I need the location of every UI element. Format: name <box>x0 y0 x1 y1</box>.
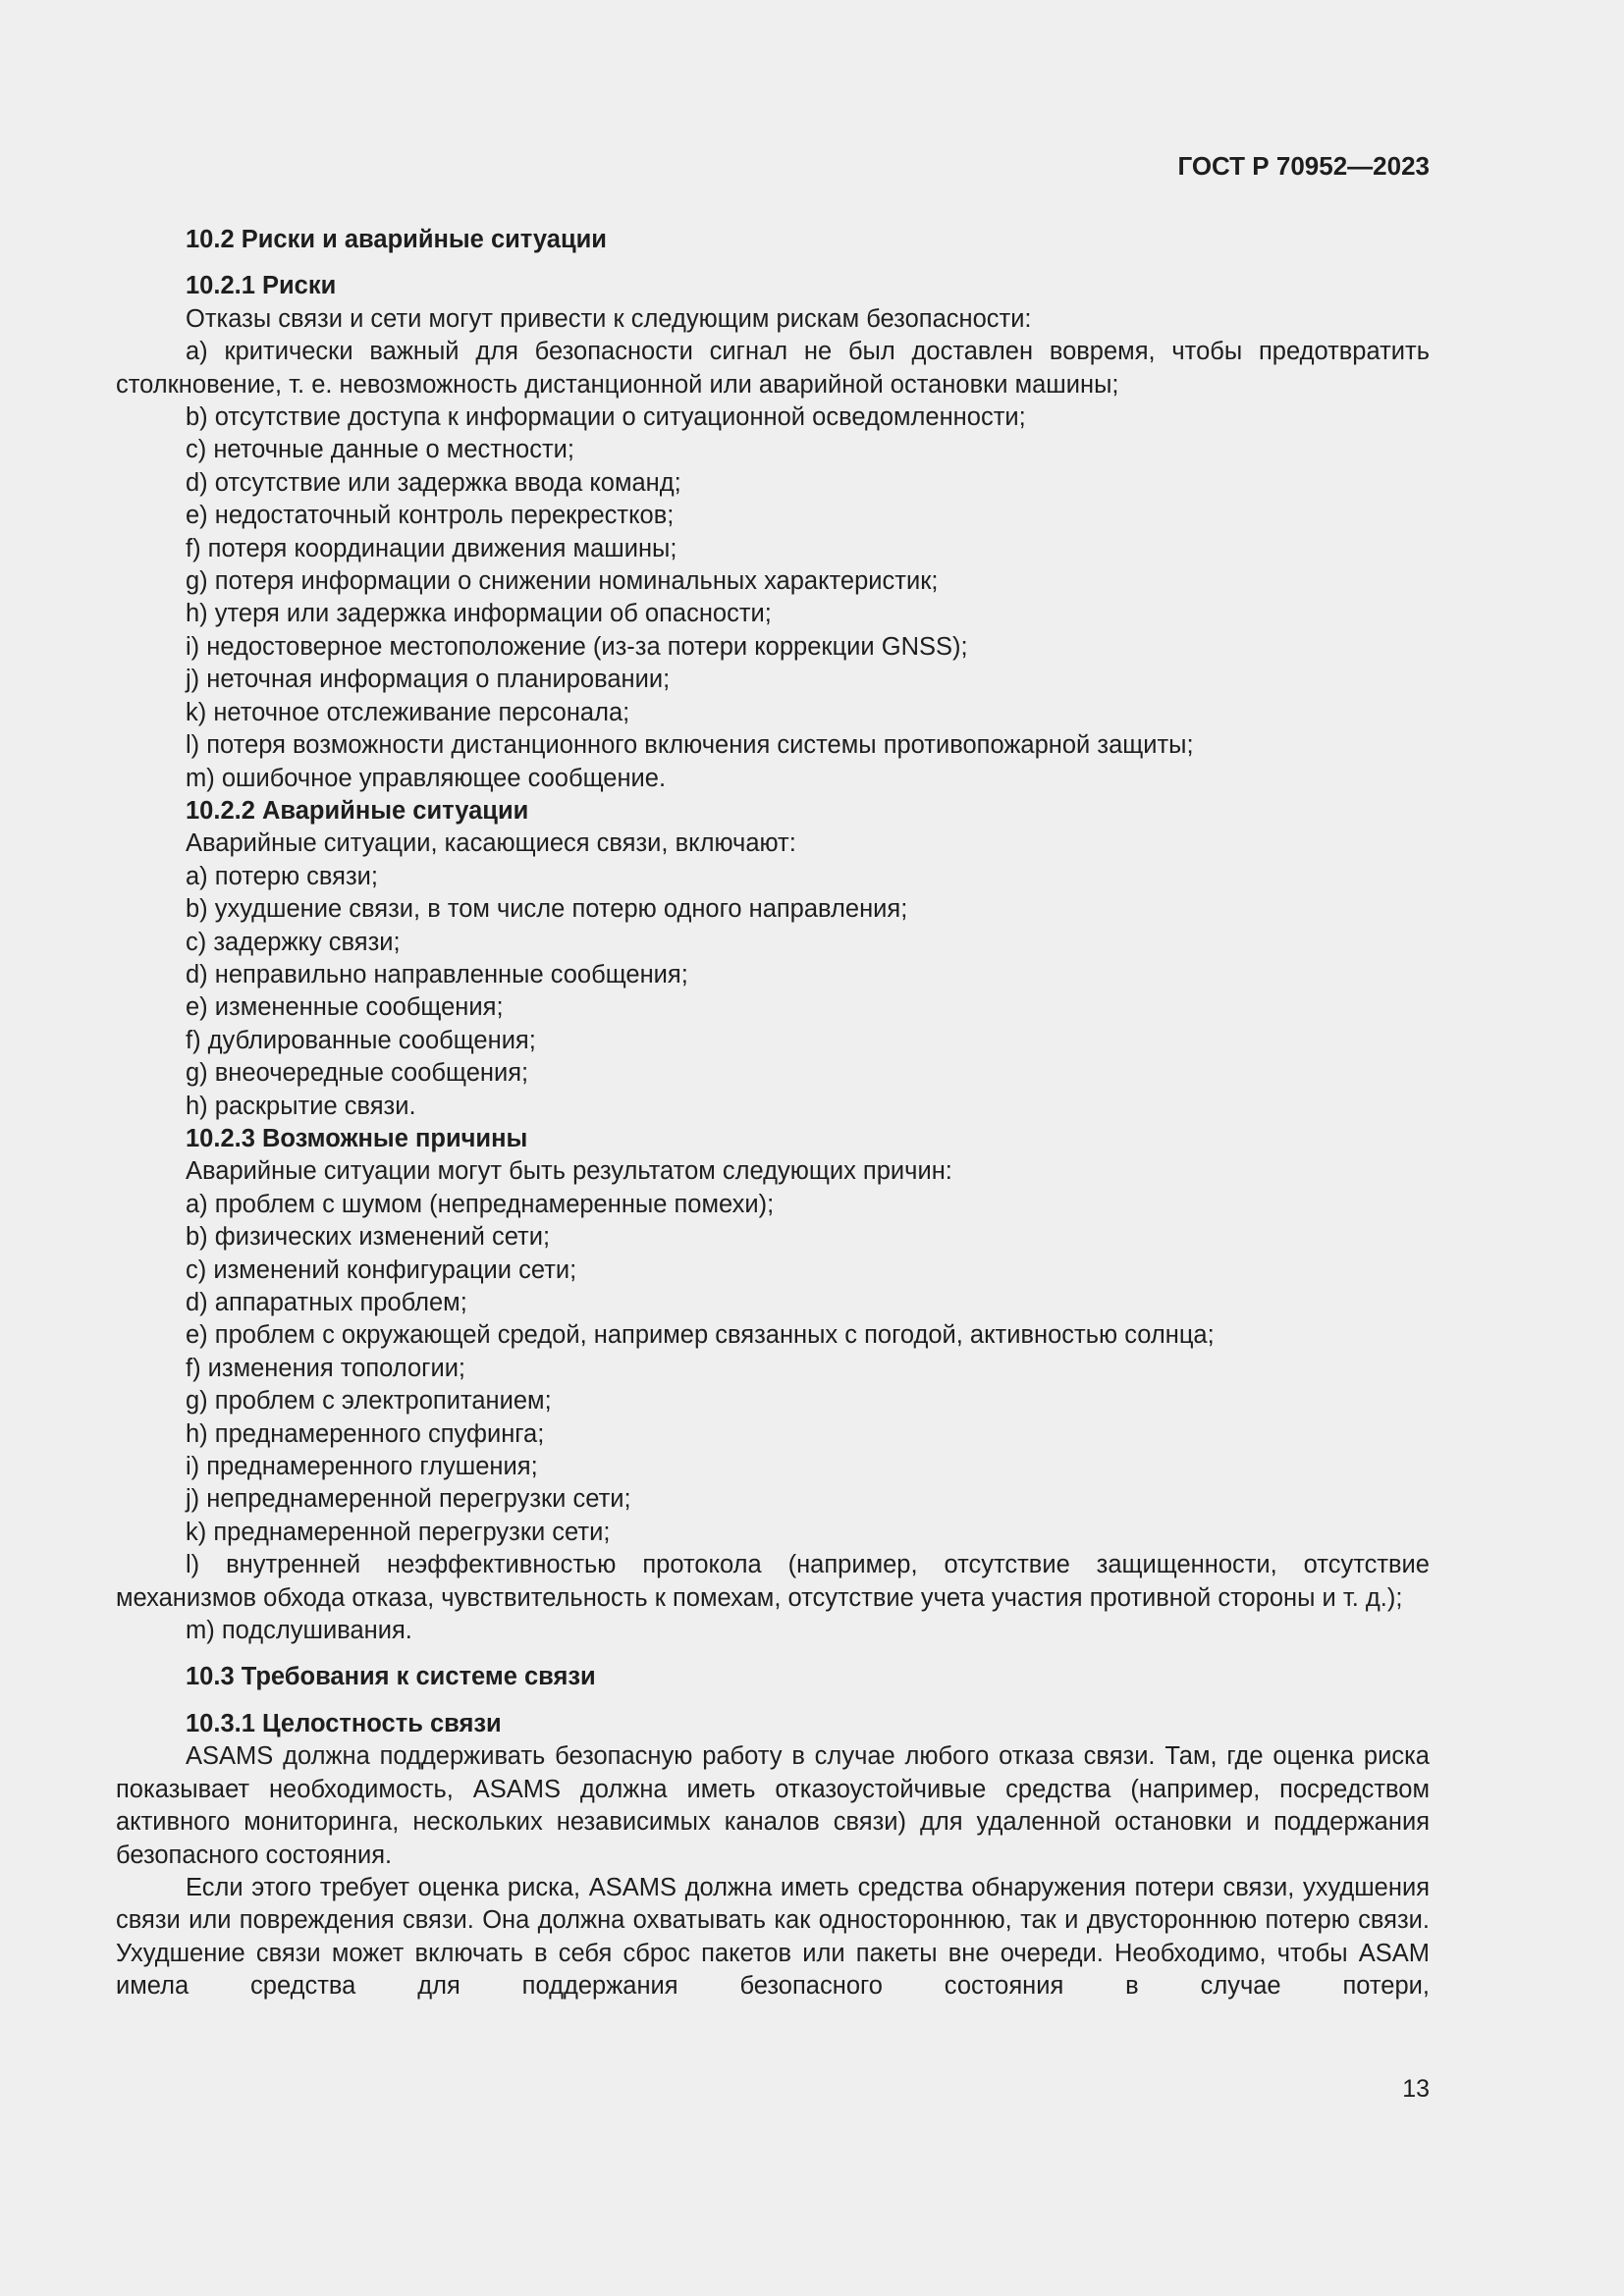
section-10-2-3-title: 10.2.3 Возможные причины <box>186 1124 528 1152</box>
list-item: d) аппаратных проблем; <box>186 1289 467 1316</box>
document-body <box>116 224 1430 2003</box>
list-item: g) внеочередные сообщения; <box>186 1059 529 1088</box>
list-item: b) физических изменений сети; <box>186 1223 551 1252</box>
list-item: a) критически важный для безопасности сигнал не был доставлен вовремя, чтобы предотвратить столкновение, т. е. невозможность дистанционной или аварийной остановки машины; <box>116 338 1430 399</box>
list-item: g) проблем с электропитанием; <box>186 1387 552 1415</box>
causes-list <box>116 1189 1430 1648</box>
section-10-2-1-intro: Отказы связи и сети могут привести к следующим рискам безопасности: <box>186 304 1032 333</box>
list-item: i) недостоверное местоположение (из-за потери коррекции GNSS); <box>186 632 968 661</box>
list-item: a) потерю связи; <box>186 862 378 890</box>
list-item: b) отсутствие доступа к информации о ситуационной осведомленности; <box>186 403 1026 432</box>
list-item: d) отсутствие или задержка ввода команд; <box>186 468 681 497</box>
list-item: j) непреднамеренной перегрузки сети; <box>186 1485 631 1514</box>
section-10-3-1-title: 10.3.1 Целостность связи <box>186 1709 502 1737</box>
risk-list <box>116 336 1430 795</box>
list-item: c) изменений конфигурации сети; <box>186 1255 577 1284</box>
list-item: f) изменения топологии; <box>186 1354 466 1382</box>
list-item: e) измененные сообщения; <box>186 993 504 1022</box>
list-item: j) неточная информация о планировании; <box>186 666 671 694</box>
section-10-2-title: 10.2 Риски и аварийные ситуации <box>186 226 607 253</box>
list-item: k) неточное отслеживание персонала; <box>186 698 630 726</box>
list-item: l) внутренней неэффективностью протокола (например, отсутствие защищенности, отсутствие механизмов обхода отказа, чувствительность к помехам, отсутствие учета участия противной стороны и т. д.); <box>116 1551 1430 1612</box>
section-10-3-title: 10.3 Требования к системе связи <box>186 1663 596 1691</box>
list-item: b) ухудшение связи, в том числе потерю одного направления; <box>186 895 908 924</box>
list-item: g) потеря информации о снижении номинальных характеристик; <box>186 567 939 596</box>
list-item: f) потеря координации движения машины; <box>186 534 677 562</box>
section-10-2-2-title: 10.2.2 Аварийные ситуации <box>186 796 529 825</box>
section-10-2-1-title: 10.2.1 Риски <box>186 272 337 300</box>
list-item: m) подслушивания. <box>186 1617 412 1645</box>
document-code: ГОСТ Р 70952—2023 <box>1177 151 1430 181</box>
section-10-2-3-intro: Аварийные ситуации могут быть результатом следующих причин: <box>186 1157 952 1186</box>
list-item: c) неточные данные о местности; <box>186 436 574 464</box>
emergency-list <box>116 861 1430 1123</box>
list-item: i) преднамеренного глушения; <box>186 1453 538 1481</box>
list-item: e) недостаточный контроль перекрестков; <box>186 502 675 530</box>
list-item: h) преднамеренного спуфинга; <box>186 1419 545 1448</box>
page-number: 13 <box>1402 2075 1430 2103</box>
list-item: h) раскрытие связи. <box>186 1092 416 1120</box>
section-10-2-2-intro: Аварийные ситуации, касающиеся связи, включают: <box>186 829 796 858</box>
list-item: k) преднамеренной перегрузки сети; <box>186 1518 611 1546</box>
list-item: a) проблем с шумом (непреднамеренные помехи); <box>186 1190 775 1218</box>
section-10-3-1-paragraph-1: ASAMS должна поддерживать безопасную работу в случае любого отказа связи. Там, где оценка риска показывает необходимость, ASAMS должна иметь отказоустойчивые средства (например, посредством активного мониторинга, нескольких независимых каналов связи) для удаленной остановки и поддержания безопасного состояния. <box>116 1742 1430 1869</box>
list-item: l) потеря возможности дистанционного включения системы противопожарной защиты; <box>186 731 1194 760</box>
list-item: m) ошибочное управляющее сообщение. <box>186 764 667 792</box>
list-item: c) задержку связи; <box>186 928 401 956</box>
section-10-3-1-paragraph-2: Если этого требует оценка риска, ASAMS должна иметь средства обнаружения потери связи, ухудшения связи или повреждения связи. Она должна охватывать как одностороннюю, так и двустороннюю потерю связи. Ухудшение связи может включать в себя сброс пакетов или пакеты вне очереди. Необходимо, чтобы ASAM имела средства для поддержания безопасного состояния в случае потери, <box>116 1873 1430 2001</box>
list-item: e) проблем с окружающей средой, например связанных с погодой, активностью солнца; <box>186 1321 1215 1350</box>
list-item: h) утеря или задержка информации об опасности; <box>186 600 772 628</box>
list-item: f) дублированные сообщения; <box>186 1026 536 1054</box>
list-item: d) неправильно направленные сообщения; <box>186 960 688 988</box>
